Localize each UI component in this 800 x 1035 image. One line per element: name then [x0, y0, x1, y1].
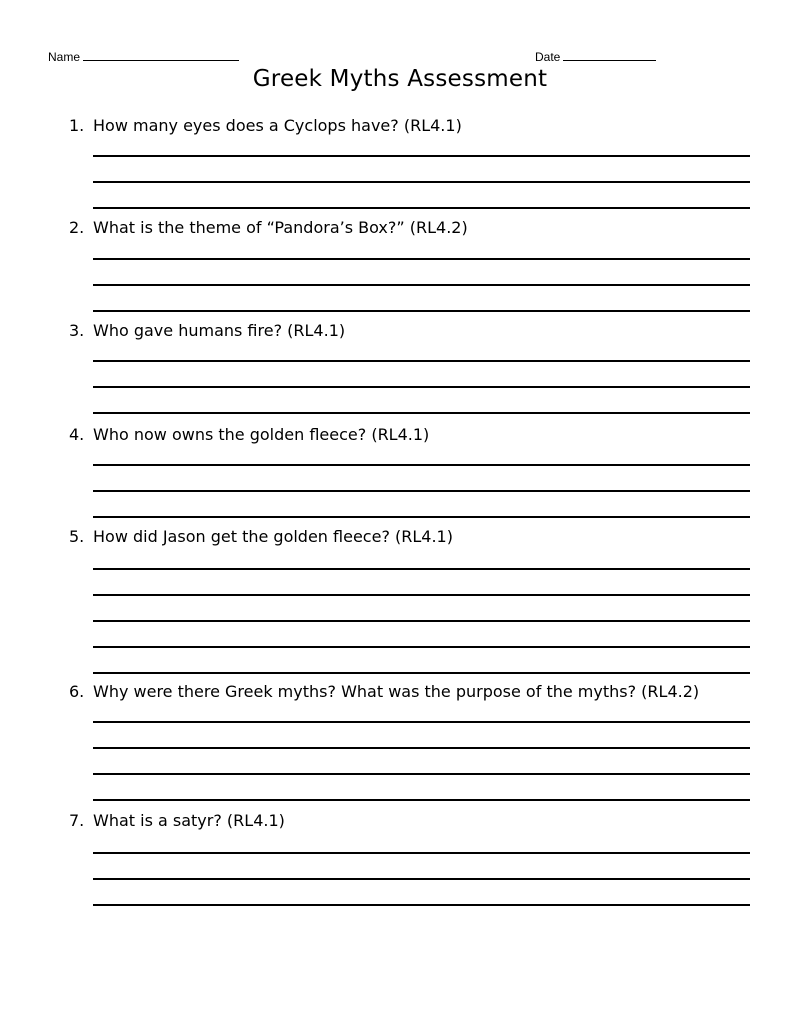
- answer-line[interactable]: [93, 490, 750, 492]
- date-label: Date: [535, 50, 561, 64]
- name-field[interactable]: [48, 48, 239, 64]
- question-5: [69, 526, 759, 548]
- answer-line[interactable]: [93, 360, 750, 362]
- question-text: What is a satyr? (RL4.1): [93, 811, 285, 830]
- name-label: Name: [48, 50, 81, 64]
- question-4: [69, 424, 759, 446]
- answer-line[interactable]: [93, 878, 750, 880]
- question-number: 1.: [69, 116, 85, 135]
- answer-line[interactable]: [93, 568, 750, 570]
- question-3: [69, 320, 759, 342]
- answer-line[interactable]: [93, 747, 750, 749]
- answer-line[interactable]: [93, 207, 750, 209]
- date-field[interactable]: [535, 48, 656, 64]
- question-text: Why were there Greek myths? What was the purpose of the myths? (RL4.2): [93, 682, 700, 701]
- question-2: [69, 217, 759, 239]
- question-text: What is the theme of “Pandora’s Box?” (RL4.2): [93, 218, 468, 237]
- answer-line[interactable]: [93, 284, 750, 286]
- question-text: Who now owns the golden fleece? (RL4.1): [93, 425, 430, 444]
- answer-line[interactable]: [93, 646, 750, 648]
- question-number: 2.: [69, 218, 85, 237]
- answer-line[interactable]: [93, 516, 750, 518]
- question-number: 5.: [69, 527, 85, 546]
- name-blank[interactable]: [83, 48, 239, 61]
- answer-line[interactable]: [93, 773, 750, 775]
- answer-line[interactable]: [93, 181, 750, 183]
- answer-line[interactable]: [93, 852, 750, 854]
- question-text: How did Jason get the golden fleece? (RL4.1): [93, 527, 453, 546]
- answer-line[interactable]: [93, 464, 750, 466]
- question-text: How many eyes does a Cyclops have? (RL4.1): [93, 116, 462, 135]
- answer-line[interactable]: [93, 155, 750, 157]
- question-number: 3.: [69, 321, 85, 340]
- answer-line[interactable]: [93, 594, 750, 596]
- question-7: [69, 810, 759, 832]
- answer-line[interactable]: [93, 799, 750, 801]
- answer-line[interactable]: [93, 620, 750, 622]
- answer-line[interactable]: [93, 672, 750, 674]
- question-number: 7.: [69, 811, 85, 830]
- question-number: 6.: [69, 682, 85, 701]
- question-6: [69, 681, 759, 703]
- answer-line[interactable]: [93, 258, 750, 260]
- answer-line[interactable]: [93, 310, 750, 312]
- answer-line[interactable]: [93, 386, 750, 388]
- question-text: Who gave humans fire? (RL4.1): [93, 321, 346, 340]
- answer-line[interactable]: [93, 412, 750, 414]
- page-title: Greek Myths Assessment: [252, 66, 548, 92]
- question-1: [69, 115, 759, 137]
- date-blank[interactable]: [563, 48, 656, 61]
- answer-line[interactable]: [93, 904, 750, 906]
- question-number: 4.: [69, 425, 85, 444]
- answer-line[interactable]: [93, 721, 750, 723]
